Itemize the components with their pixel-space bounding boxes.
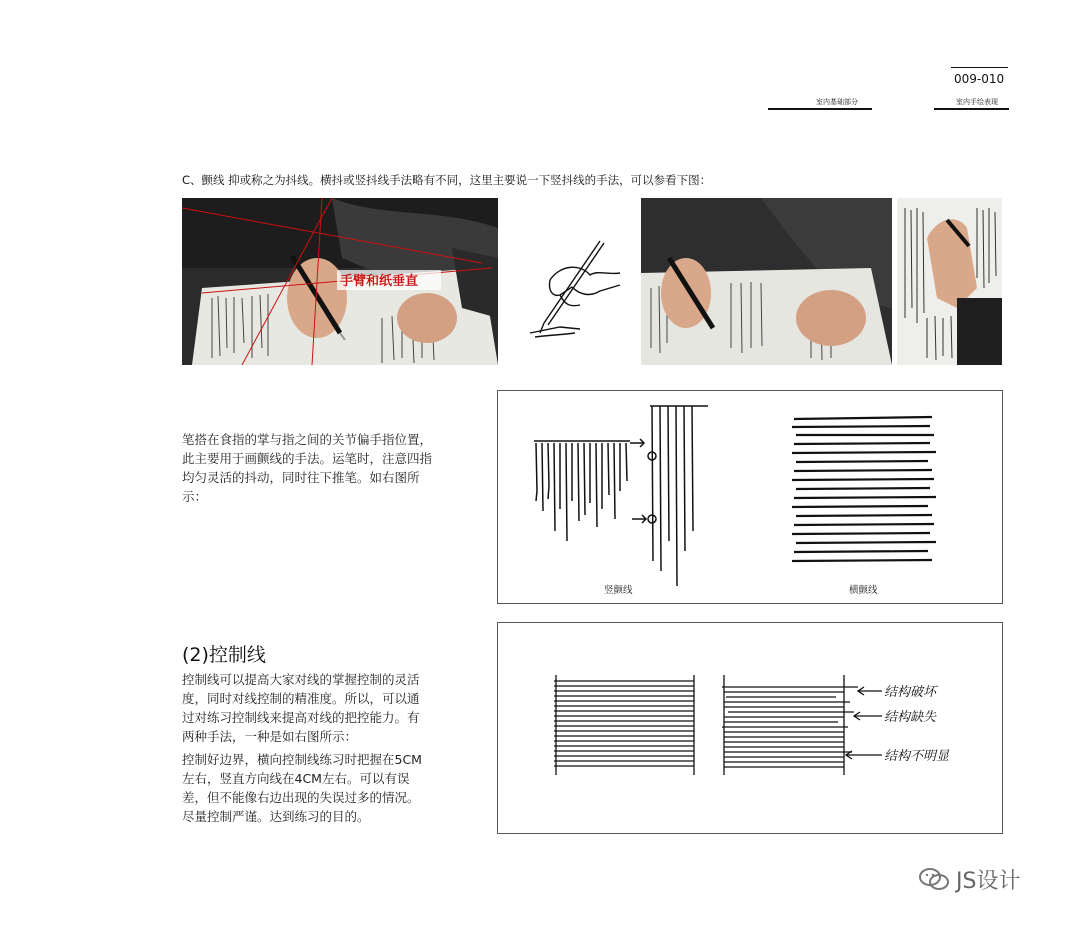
header-rule-top [951,67,1008,68]
header-right-label: 室内手绘表现 [956,98,998,106]
photo-hand-drawing [641,198,892,365]
tremble-lines-figure [497,390,1003,604]
annotation-structure-missing: 结构缺失 [884,710,937,725]
watermark-text: JS设计 [956,869,1021,894]
control-paragraph-1: 控制线可以提高大家对线的掌握控制的灵活度，同时对线控制的精准度。所以，可以通过对练习控制线来提高对线的把控能力。有两种手法，一种是如右图所示： [182,672,420,744]
caption-horizontal-tremble: 横颤线 [849,585,878,596]
header-left-label: 室内基础部分 [816,98,858,106]
caption-vertical-tremble: 竖颤线 [604,585,633,596]
page-number: 009-010 [954,72,1005,86]
header-rule-left [768,108,872,110]
annotation-structure-unclear: 结构不明显 [884,749,950,764]
control-lines-figure [497,622,1003,834]
section-title-control-lines: (2)控制线 [182,644,266,666]
hand-pen-sketch [520,235,628,345]
photo-arm-perpendicular [182,198,498,365]
header-rule-right [934,108,1009,110]
wechat-icon [918,866,950,898]
tremble-description: 笔搭在食指的掌与指之间的关节偏手指位置，此主要用于画颤线的手法。运笔时，注意四指均匀灵活的抖动，同时往下推笔。如右图所示： [182,432,433,504]
control-paragraph-2: 控制好边界，横向控制线练习时把握在5CM左右，竖直方向线在4CM左右。可以有误差，但不能像右边出现的失误过多的情况。尽量控制严谨。达到练习的目的。 [182,752,422,824]
intro-text: C、颤线 抑或称之为抖线。横抖或竖抖线手法略有不同，这里主要说一下竖抖线的手法，可以参看下图： [182,173,712,187]
annotation-structure-broken: 结构破坏 [884,685,937,700]
watermark [918,864,1020,898]
photo-annotation: 手臂和纸垂直 [340,274,419,289]
photo-closeup-vertical-lines [897,198,1002,365]
